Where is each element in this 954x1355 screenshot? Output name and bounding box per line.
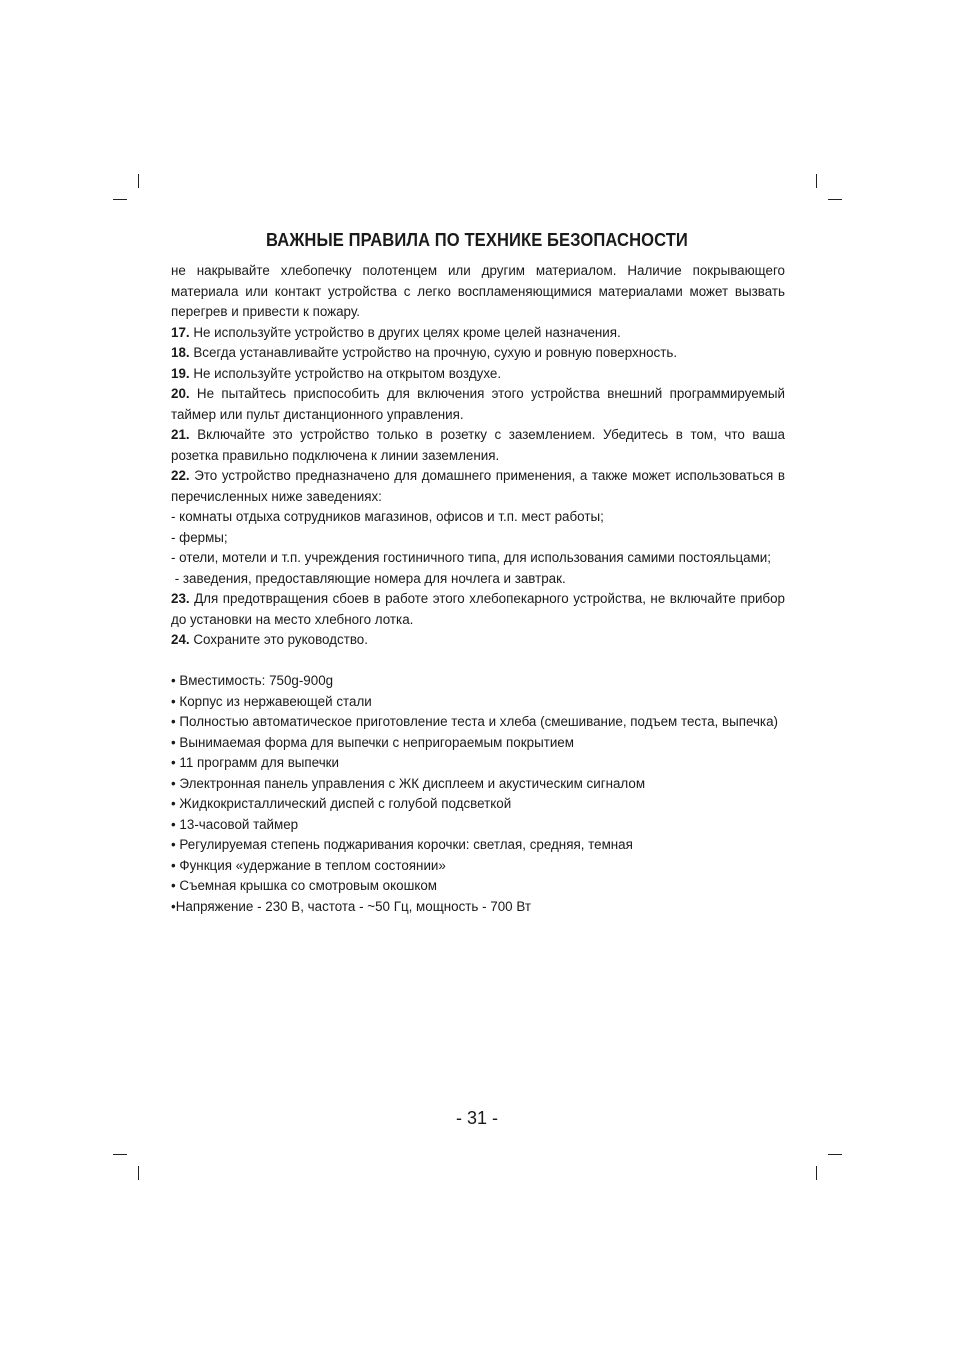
feature-item: • Вынимаемая форма для выпечки с непригораемым покрытием [171,733,785,754]
feature-item: • Жидкокристаллический диспей с голубой подсветкой [171,794,785,815]
rule-item [171,425,785,466]
intro-paragraph: не накрывайте хлебопечку полотенцем или другим материалом. Наличие покрывающего материала или контакт устройства с легко воспламеняющимися материалами может вызвать перегрев и привести к пожару. [171,263,785,319]
rule-item [171,323,785,344]
rule-text: Для предотвращения сбоев в работе этого хлебопекарного устройства, не включайте прибор до установки на место хлебного лотка. [171,591,785,627]
rule-number: 17. [171,324,190,340]
rules-after-list [171,589,785,651]
establishments-list [171,507,785,589]
feature-item: • Корпус из нержавеющей стали [171,692,785,713]
rule-item [171,364,785,385]
feature-item: • 11 программ для выпечки [171,753,785,774]
page-title: ВАЖНЫЕ ПРАВИЛА ПО ТЕХНИКЕ БЕЗОПАСНОСТИ [266,230,688,250]
establishment-item: - отели, мотели и т.п. учреждения гостиничного типа, для использования самими постояльцами; [171,550,771,565]
section-spacer [171,651,785,672]
feature-item: • Съемная крышка со смотровым окошком [171,876,785,897]
feature-item: • Вместимость: 750g-900g [171,671,785,692]
rule-item [171,589,785,630]
crop-mark-top-right-vertical [816,174,817,188]
feature-item: • 13-часовой таймер [171,815,785,836]
establishment-item: - заведения, предоставляющие номера для ночлега и завтрак. [171,570,566,586]
rule-number: 19. [171,365,190,381]
rule-number: 18. [171,345,190,360]
rule-text: Это устройство предназначено для домашнего применения, а также может использоваться в перечисленных ниже заведениях: [171,468,785,504]
crop-mark-bottom-left-vertical [138,1166,139,1180]
establishment-item: - фермы; [171,529,228,545]
feature-item: • Напряжение - 230 В, частота - ~50 Гц, мощность - 700 Вт [171,897,785,918]
rule-item [171,343,785,364]
feature-item: • Функция «удержание в теплом состоянии» [171,856,785,877]
rule-text: Всегда устанавливайте устройство на прочную, сухую и ровную поверхность. [189,345,678,360]
rule-text: Сохраните это руководство. [189,632,368,647]
rule-number: 20. [171,386,190,401]
rule-number: 21. [171,427,190,442]
crop-mark-top-left-vertical [138,174,139,188]
feature-item: • Электронная панель управления с ЖК дисплеем и акустическим сигналом [171,774,785,795]
rule-number: 22. [171,468,190,483]
establishment-item: - комнаты отдыха сотрудников магазинов, офисов и т.п. мест работы; [171,509,604,524]
rule-text: Не используйте устройство в других целях кроме целей назначения. [189,324,621,340]
rule-number: 24. [171,632,190,647]
rule-number: 23. [171,591,190,606]
page-number: - 31 - [455,1108,498,1128]
crop-mark-top-right-horizontal [828,199,842,200]
rules-list [171,323,785,508]
rule-item [171,384,785,425]
rule-text: Не используйте устройство на открытом воздухе. [189,365,502,381]
rule-item [171,466,785,507]
crop-mark-bottom-right-vertical [816,1166,817,1180]
feature-item: • Полностью автоматическое приготовление теста и хлеба (смешивание, подъем теста, выпечка) [171,712,785,733]
main-content [171,261,785,917]
rule-item [171,630,785,651]
crop-mark-bottom-left-horizontal [113,1154,127,1155]
features-list [171,671,785,917]
feature-item: • Регулируемая степень поджаривания корочки: светлая, средняя, темная [171,835,785,856]
rule-text: Включайте это устройство только в розетку с заземлением. Убедитесь в том, что ваша розетка правильно подключена к линии заземления. [171,427,785,463]
crop-mark-bottom-right-horizontal [828,1154,842,1155]
rule-text: Не пытайтесь приспособить для включения этого устройства внешний программируемый таймер или пульт дистанционного управления. [171,386,785,422]
crop-mark-top-left-horizontal [113,199,127,200]
